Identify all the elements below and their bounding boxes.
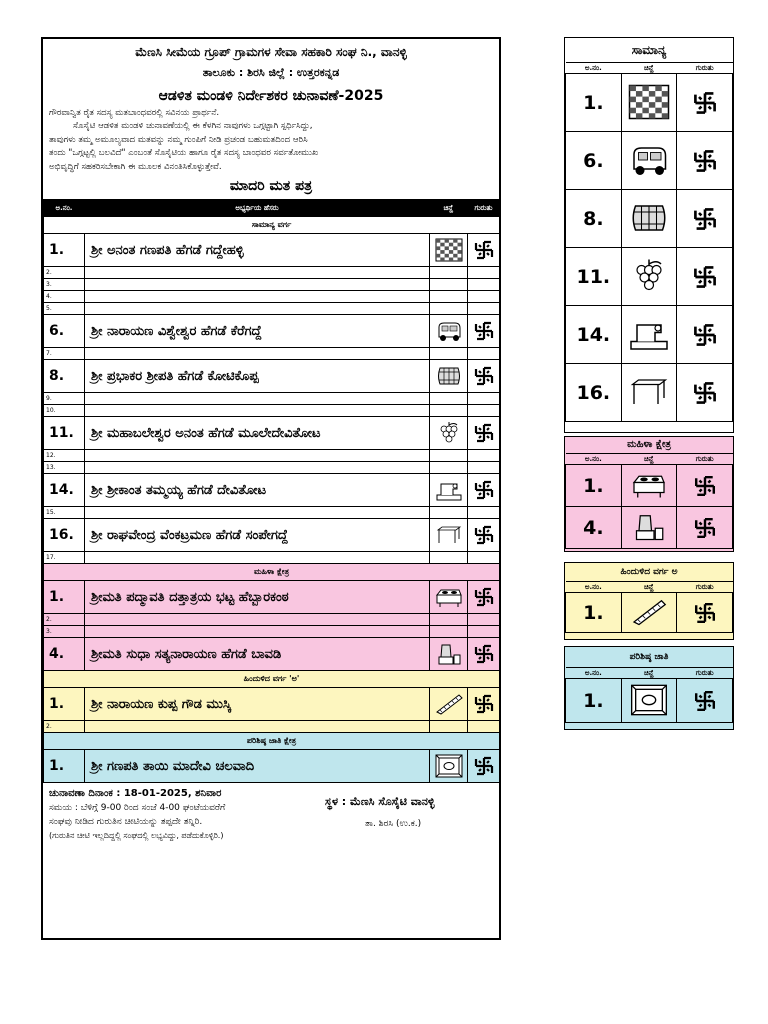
mark-cell[interactable] xyxy=(468,638,500,671)
blank-row xyxy=(44,614,500,626)
serial-no: 1. xyxy=(44,234,85,267)
saw-icon xyxy=(435,692,463,716)
vote-mark-icon xyxy=(474,480,494,500)
mark-cell[interactable] xyxy=(468,688,500,721)
side-mark-cell[interactable] xyxy=(677,465,733,507)
table-header xyxy=(44,200,500,217)
side-row xyxy=(566,364,733,422)
side-row xyxy=(566,248,733,306)
side-symbol-cell xyxy=(621,74,677,132)
symbol-cell xyxy=(430,348,468,360)
mark-cell xyxy=(468,279,500,291)
candidate-name xyxy=(85,507,430,519)
side-general-table xyxy=(565,62,733,422)
blank-row xyxy=(44,462,500,474)
candidate-row xyxy=(44,581,500,614)
appeal-line: ಅಭಿವೃದ್ಧಿಗೆ ಸಹಕರಿಸಬೇಕಾಗಿ ಈ ಮೂಲಕ ವಿನಂತಿಸಿಕೊಳ್ಳುತ್ತೇವೆ. xyxy=(49,161,222,172)
candidate-name: ಶ್ರೀ ರಾಘವೇಂದ್ರ ವೆಂಕಟ್ರಮಣ ಹೆಗಡೆ ಸಂಪೇಗದ್ದೆ xyxy=(85,519,430,552)
table-icon xyxy=(435,523,463,547)
vote-mark-icon xyxy=(694,517,716,539)
mark-cell xyxy=(468,721,500,733)
mark-cell xyxy=(468,626,500,638)
vote-mark-icon xyxy=(474,644,494,664)
section-header xyxy=(44,733,500,750)
serial-no: 2. xyxy=(44,614,85,626)
mark-cell[interactable] xyxy=(468,234,500,267)
mark-cell xyxy=(468,507,500,519)
symbol-cell xyxy=(430,474,468,507)
side-col-mark: ಗುರುತು xyxy=(677,454,733,465)
side-col-mark: ಗುರುತು xyxy=(677,668,733,679)
candidate-name xyxy=(85,614,430,626)
symbol-cell xyxy=(430,405,468,417)
serial-no: 15. xyxy=(44,507,85,519)
candidate-row xyxy=(44,750,500,783)
serial-no: 2. xyxy=(44,721,85,733)
candidate-row xyxy=(44,688,500,721)
candidate-name: ಶ್ರೀ ಮಹಾಬಲೇಶ್ವರ ಅನಂತ ಹೆಗಡೆ ಮೂಲೇದೇವಿತೋಟ xyxy=(85,417,430,450)
side-symbol-cell xyxy=(621,465,677,507)
appeal-line: ಸೊಸೈಟಿ ಆಡಳಿತ ಮಂಡಳಿ ಚುನಾವಣೆಯಲ್ಲಿ ಈ ಕೆಳಗಿನ ನಾವುಗಳು ಒಗ್ಗಟ್ಟಾಗಿ ಸ್ಪರ್ಧಿಸಿದ್ದು, xyxy=(73,121,313,132)
side-general-panel xyxy=(564,37,734,433)
section-title: ಸಾಮಾನ್ಯ ವರ್ಗ xyxy=(44,217,500,234)
serial-no: 17. xyxy=(44,552,85,564)
vote-mark-icon xyxy=(474,525,494,545)
candidate-name xyxy=(85,279,430,291)
candidate-row xyxy=(44,417,500,450)
side-row xyxy=(566,132,733,190)
serial-no: 3. xyxy=(44,279,85,291)
appeal-text xyxy=(43,104,499,174)
symbol-cell xyxy=(430,581,468,614)
symbol-cell xyxy=(430,688,468,721)
candidate-name: ಶ್ರೀ ಗಣಪತಿ ತಾಯಿ ಮಾದೇವಿ ಚಲವಾದಿ xyxy=(85,750,430,783)
side-row xyxy=(566,306,733,364)
mark-cell[interactable] xyxy=(468,417,500,450)
candidate-row xyxy=(44,474,500,507)
serial-no: 12. xyxy=(44,450,85,462)
general-section xyxy=(44,217,500,564)
mark-cell xyxy=(468,405,500,417)
polling-time: ಸಮಯ : ಬೆಳಿಗ್ಗೆ 9-00 ರಿಂದ ಸಂಜೆ 4-00 ಘಂಟೆಯವರೆಗೆ xyxy=(49,803,226,814)
blank-row xyxy=(44,507,500,519)
side-sc-title: ಪರಿಶಿಷ್ಠ ಜಾತಿ xyxy=(629,652,669,662)
mark-cell[interactable] xyxy=(468,750,500,783)
mark-cell[interactable] xyxy=(468,315,500,348)
symbol-cell xyxy=(430,303,468,315)
symbol-cell xyxy=(430,462,468,474)
mark-cell xyxy=(468,348,500,360)
appeal-line: ಗೌರವಾನ್ವಿತ ರೈತ ಸದಸ್ಯ ಮತಬಾಂಧವರಲ್ಲಿ ಸವಿನಯ ಪ್ರಾರ್ಥನೆ. xyxy=(49,108,220,118)
blank-row xyxy=(44,405,500,417)
candidate-name: ಶ್ರೀ ಶ್ರೀಕಾಂತ ತಮ್ಮಯ್ಯ ಹೆಗಡೆ ದೇವಿತೋಟ xyxy=(85,474,430,507)
side-symbol-cell xyxy=(621,507,677,549)
candidate-table xyxy=(43,199,500,783)
side-mark-cell[interactable] xyxy=(677,364,733,422)
vote-mark-icon xyxy=(693,265,717,289)
side-sc-panel xyxy=(564,646,734,730)
vote-mark-icon xyxy=(474,240,494,260)
col-symbol: ಚಿನ್ಹೆ xyxy=(430,200,468,217)
side-mark-cell[interactable] xyxy=(677,248,733,306)
candidate-row xyxy=(44,234,500,267)
stove-icon xyxy=(629,470,669,500)
side-col-no: ಅ.ನಂ. xyxy=(566,582,622,593)
vote-mark-icon xyxy=(474,756,494,776)
barrel-icon xyxy=(435,364,463,388)
model-ballot-title: ಮಾದರಿ ಮತ ಪತ್ರ xyxy=(229,178,313,195)
blank-row xyxy=(44,291,500,303)
side-women-panel xyxy=(564,436,734,552)
table-icon xyxy=(627,374,671,410)
side-symbol-cell xyxy=(621,190,677,248)
election-title: ಆಡಳಿತ ಮಂಡಳಿ ನಿರ್ದೇಶಕರ ಚುನಾವಣೆ-2025 xyxy=(158,88,384,104)
candidate-name xyxy=(85,552,430,564)
blank-row xyxy=(44,721,500,733)
barrel-icon xyxy=(627,200,671,236)
frame-icon xyxy=(435,754,463,778)
section-title: ಪರಿಶಿಷ್ಠ ಜಾತಿ ಕ್ಷೇತ್ರ xyxy=(44,733,500,750)
section-title: ಹಿಂದುಳಿದ ವರ್ಗ 'ಅ' xyxy=(44,671,500,688)
side-col-no: ಅ.ನಂ. xyxy=(566,668,622,679)
side-col-symbol: ಚಿನ್ಹೆ xyxy=(621,668,677,679)
symbol-cell xyxy=(430,614,468,626)
side-col-no: ಅ.ನಂ. xyxy=(566,454,622,465)
vote-mark-icon xyxy=(693,381,717,405)
side-row xyxy=(566,507,733,549)
side-general-title: ಸಾಮಾನ್ಯ xyxy=(631,43,667,57)
side-symbol-cell xyxy=(621,248,677,306)
symbol-cell xyxy=(430,393,468,405)
candidate-name xyxy=(85,450,430,462)
appeal-line: ತಾವುಗಳು ತಮ್ಮ ಅಮೂಲ್ಯವಾದ ಮತವನ್ನು ನಮ್ಮ ಗುಂಪಿಗೆ ನೀಡಿ ಪ್ರಚಂಡ ಬಹುಮತದಿಂದ ಆರಿಸಿ xyxy=(49,134,308,145)
mark-cell xyxy=(468,303,500,315)
side-serial-no: 4. xyxy=(566,507,622,549)
serial-no: 7. xyxy=(44,348,85,360)
side-backward-panel xyxy=(564,562,734,640)
blank-row xyxy=(44,626,500,638)
side-symbol-cell xyxy=(621,364,677,422)
serial-no: 1. xyxy=(44,688,85,721)
serial-no: 1. xyxy=(44,581,85,614)
side-col-symbol: ಚಿನ್ಹೆ xyxy=(621,582,677,593)
blank-row xyxy=(44,279,500,291)
candidate-name xyxy=(85,405,430,417)
mark-cell xyxy=(468,291,500,303)
side-sc-table xyxy=(565,667,733,723)
symbol-cell xyxy=(430,552,468,564)
mark-cell xyxy=(468,614,500,626)
side-serial-no: 1. xyxy=(566,74,622,132)
candidate-name: ಶ್ರೀ ನಾರಾಯಣ ವಿಶ್ವೇಶ್ವರ ಹೆಗಡೆ ಕೆರೆಗದ್ದೆ xyxy=(85,315,430,348)
side-row xyxy=(566,593,733,633)
side-mark-cell[interactable] xyxy=(677,190,733,248)
candidate-name: ಶ್ರೀ ನಾರಾಯಣ ಕುಪ್ಪ ಗೌಡ ಮುಸ್ಕಿ xyxy=(85,688,430,721)
side-symbol-cell xyxy=(621,593,677,633)
polling-place: ಸ್ಥಳ : ಮೆಣಸಿ ಸೊಸೈಟಿ ವಾನಳ್ಳಿ xyxy=(325,795,435,809)
candidate-name xyxy=(85,291,430,303)
side-symbol-cell xyxy=(621,679,677,723)
chessboard-icon xyxy=(627,84,671,120)
mark-cell[interactable] xyxy=(468,581,500,614)
mark-cell xyxy=(468,267,500,279)
side-serial-no: 6. xyxy=(566,132,622,190)
symbol-cell xyxy=(430,626,468,638)
auto-rickshaw-icon xyxy=(435,319,463,343)
saw-icon xyxy=(629,597,669,627)
side-row xyxy=(566,679,733,723)
serial-no: 14. xyxy=(44,474,85,507)
side-mark-cell[interactable] xyxy=(677,74,733,132)
mark-cell[interactable] xyxy=(468,474,500,507)
side-mark-cell[interactable] xyxy=(677,306,733,364)
symbol-cell xyxy=(430,279,468,291)
mixer-icon xyxy=(435,642,463,666)
vote-mark-icon xyxy=(693,91,717,115)
candidate-name: ಶ್ರೀಮತಿ ಪದ್ಮಾವತಿ ದತ್ತಾತ್ರಯ ಭಟ್ಟ ಹೆಬ್ಬಾರಕಂಠ xyxy=(85,581,430,614)
symbol-cell xyxy=(430,450,468,462)
candidate-name xyxy=(85,303,430,315)
mark-cell[interactable] xyxy=(468,519,500,552)
candidate-name: ಶ್ರೀ ಅನಂತ ಗಣಪತಿ ಹೆಗಡೆ ಗದ್ದೇಹಳ್ಳಿ xyxy=(85,234,430,267)
mark-cell[interactable] xyxy=(468,360,500,393)
section-title: ಮಹಿಳಾ ಕ್ಷೇತ್ರ xyxy=(44,564,500,581)
vote-mark-icon xyxy=(474,694,494,714)
vote-mark-icon xyxy=(693,149,717,173)
mark-cell xyxy=(468,552,500,564)
side-mark-cell[interactable] xyxy=(677,507,733,549)
candidate-name: ಶ್ರೀ ಪ್ರಭಾಕರ ಶ್ರೀಪತಿ ಹೆಗಡೆ ಕೋಟಿಕೊಪ್ಪ xyxy=(85,360,430,393)
section-header xyxy=(44,564,500,581)
symbol-cell xyxy=(430,638,468,671)
blank-row xyxy=(44,393,500,405)
vote-mark-icon xyxy=(474,321,494,341)
symbol-cell xyxy=(430,234,468,267)
candidate-name xyxy=(85,393,430,405)
symbol-cell xyxy=(430,417,468,450)
appeal-line: ತಂದು "ಒಗ್ಗಟ್ಟಲ್ಲಿ ಬಲವಿದೆ" ಎಂಬಂತೆ ಸೊಸೈಟಿಯ ಹಾಗೂ ರೈತ ಸದಸ್ಯ ಬಾಂಧವರ ಸರ್ವತೋಮುಖ xyxy=(49,148,319,159)
candidate-name xyxy=(85,348,430,360)
serial-no: 2. xyxy=(44,267,85,279)
side-backward-table xyxy=(565,581,733,633)
serial-no: 8. xyxy=(44,360,85,393)
side-mark-cell[interactable] xyxy=(677,593,733,633)
side-serial-no: 1. xyxy=(566,465,622,507)
serial-no: 10. xyxy=(44,405,85,417)
side-row xyxy=(566,74,733,132)
side-serial-no: 8. xyxy=(566,190,622,248)
side-col-header xyxy=(566,582,733,593)
polling-place-taluk: ತಾ. ಶಿರಸಿ (ಉ.ಕ.) xyxy=(365,819,422,830)
serial-no: 6. xyxy=(44,315,85,348)
vote-mark-icon xyxy=(474,423,494,443)
mixer-icon xyxy=(629,512,669,542)
mark-cell xyxy=(468,462,500,474)
grapes-icon xyxy=(435,421,463,445)
symbol-cell xyxy=(430,360,468,393)
blank-row xyxy=(44,267,500,279)
candidate-name: ಶ್ರೀಮತಿ ಸುಧಾ ಸತ್ಯನಾರಾಯಣ ಹೆಗಡೆ ಬಾವಡಿ xyxy=(85,638,430,671)
sc-section xyxy=(44,733,500,783)
side-col-symbol: ಚಿನ್ಹೆ xyxy=(621,63,677,74)
side-row xyxy=(566,190,733,248)
side-serial-no: 1. xyxy=(566,593,622,633)
serial-no: 5. xyxy=(44,303,85,315)
ballot-paper xyxy=(41,37,501,940)
blank-row xyxy=(44,450,500,462)
symbol-cell xyxy=(430,291,468,303)
section-header xyxy=(44,671,500,688)
side-serial-no: 16. xyxy=(566,364,622,422)
candidate-row xyxy=(44,360,500,393)
taluk-district: ತಾಲೂಕು : ಶಿರಸಿ ಜಿಲ್ಲೆ : ಉತ್ತರಕನ್ನಡ xyxy=(202,66,340,79)
blank-row xyxy=(44,552,500,564)
serial-no: 1. xyxy=(44,750,85,783)
section-header xyxy=(44,217,500,234)
serial-no: 4. xyxy=(44,291,85,303)
symbol-cell xyxy=(430,507,468,519)
symbol-cell xyxy=(430,750,468,783)
candidate-row xyxy=(44,519,500,552)
vote-mark-icon xyxy=(693,323,717,347)
blank-row xyxy=(44,303,500,315)
candidate-name xyxy=(85,462,430,474)
serial-no: 9. xyxy=(44,393,85,405)
serial-no: 4. xyxy=(44,638,85,671)
id-note: ಸಂಘವು ನೀಡಿದ ಗುರುತಿನ ಚೀಟಿಯನ್ನು ತಪ್ಪದೇ ತನ್ನಿರಿ. xyxy=(49,817,203,828)
sewing-machine-icon xyxy=(435,478,463,502)
vote-mark-icon xyxy=(693,207,717,231)
candidate-row xyxy=(44,638,500,671)
candidate-name xyxy=(85,626,430,638)
side-col-symbol: ಚಿನ್ಹೆ xyxy=(621,454,677,465)
vote-mark-icon xyxy=(474,366,494,386)
symbol-cell xyxy=(430,315,468,348)
symbol-cell xyxy=(430,721,468,733)
side-serial-no: 11. xyxy=(566,248,622,306)
side-col-mark: ಗುರುತು xyxy=(677,63,733,74)
side-col-header xyxy=(566,63,733,74)
side-symbol-cell xyxy=(621,132,677,190)
side-col-no: ಅ.ನಂ. xyxy=(566,63,622,74)
mark-cell xyxy=(468,393,500,405)
mark-cell xyxy=(468,450,500,462)
blank-row xyxy=(44,348,500,360)
id-note-2: (ಗುರುತಿನ ಚೀಟಿ ಇಲ್ಲದಿದ್ದಲ್ಲಿ ಸಂಘದಲ್ಲಿ ಲಭ್ಯವಿದ್ದು, ಪಡೆದುಕೊಳ್ಳಿರಿ.) xyxy=(49,831,224,841)
side-col-mark: ಗುರುತು xyxy=(677,582,733,593)
candidate-row xyxy=(44,315,500,348)
side-serial-no: 1. xyxy=(566,679,622,723)
side-row xyxy=(566,465,733,507)
serial-no: 3. xyxy=(44,626,85,638)
side-women-table xyxy=(565,453,733,549)
side-mark-cell[interactable] xyxy=(677,132,733,190)
candidate-name xyxy=(85,721,430,733)
side-serial-no: 14. xyxy=(566,306,622,364)
candidate-name xyxy=(85,267,430,279)
vote-mark-icon xyxy=(694,475,716,497)
col-no: ಅ.ನಂ. xyxy=(44,200,85,217)
footer xyxy=(43,783,499,847)
col-mark: ಗುರುತು xyxy=(468,200,500,217)
stove-icon xyxy=(435,585,463,609)
side-mark-cell[interactable] xyxy=(677,679,733,723)
backward-section xyxy=(44,671,500,733)
side-backward-title: ಹಿಂದುಳಿದ ವರ್ಗ ಅ xyxy=(620,567,678,577)
election-date: ಚುನಾವಣಾ ದಿನಾಂಕ : 18-01-2025, ಶನಿವಾರ xyxy=(49,788,222,800)
side-symbol-cell xyxy=(621,306,677,364)
serial-no: 16. xyxy=(44,519,85,552)
frame-icon xyxy=(629,684,669,716)
vote-mark-icon xyxy=(474,587,494,607)
serial-no: 13. xyxy=(44,462,85,474)
grapes-icon xyxy=(627,258,671,294)
symbol-cell xyxy=(430,519,468,552)
auto-rickshaw-icon xyxy=(627,142,671,178)
chessboard-icon xyxy=(435,238,463,262)
sewing-machine-icon xyxy=(627,316,671,352)
vote-mark-icon xyxy=(694,690,716,712)
vote-mark-icon xyxy=(694,602,716,624)
society-name: ಮೆಣಸಿ ಸೀಮೆಯ ಗ್ರೂಪ್ ಗ್ರಾಮಗಳ ಸೇವಾ ಸಹಕಾರಿ ಸಂಘ ನಿ., ವಾನಳ್ಳಿ xyxy=(135,45,407,59)
col-name: ಅಭ್ಯರ್ಥಿಯ ಹೆಸರು xyxy=(85,200,430,217)
side-col-header xyxy=(566,454,733,465)
side-col-header xyxy=(566,668,733,679)
women-section xyxy=(44,564,500,671)
symbol-cell xyxy=(430,267,468,279)
side-women-title: ಮಹಿಳಾ ಕ್ಷೇತ್ರ xyxy=(627,439,671,450)
serial-no: 11. xyxy=(44,417,85,450)
